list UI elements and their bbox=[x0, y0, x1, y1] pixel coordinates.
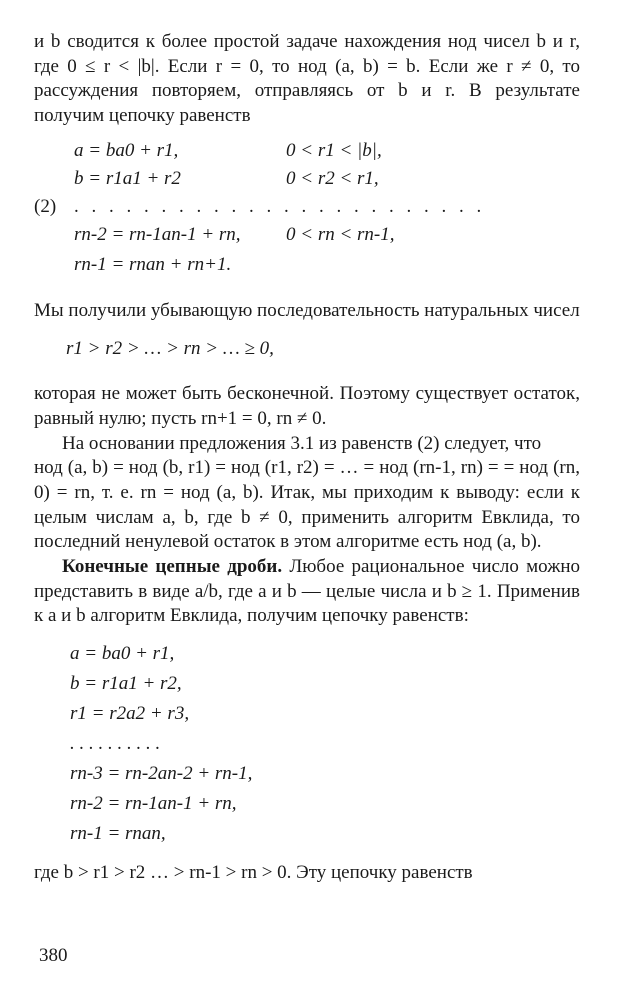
equation-final-row-3: r1 = r2a2 + r3, bbox=[70, 703, 190, 725]
paragraph-sequence-intro: Мы получили убывающую последовательность натуральных чисел bbox=[34, 299, 580, 321]
paragraph-gcd-conclusion: нод (a, b) = нод (b, r1) = нод (r1, r2) = … = нод (rn-1, rn) = = нод (rn, 0) = rn, т. е. rn = нод (a, b). Итак, мы приходим к выводу: если к целым числам a, b, где b ≠ 0, применить алгоритм Евклида, то последний ненулевой остаток в этом алгоритме есть нод (a, b). bbox=[34, 457, 580, 553]
condition-row-1: 0 < r1 < |b|, bbox=[286, 139, 382, 161]
condition-row-4: 0 < rn < rn-1, bbox=[286, 223, 395, 245]
equation-system-2 bbox=[34, 139, 580, 287]
section-body: Любое рациональное число можно представить в виде a/b, где a и b — целые числа и b ≥ 1. Применив к a и b алгоритм Евклида, получим цепочку равенств: bbox=[34, 555, 580, 627]
equation-final-row-5: rn-3 = rn-2an-2 + rn-1, bbox=[70, 763, 253, 785]
equation-row-2: b = r1a1 + r2 bbox=[74, 167, 181, 189]
equation-final-row-2: b = r1a1 + r2, bbox=[70, 673, 182, 695]
equation-final-row-6: rn-2 = rn-1an-1 + rn, bbox=[70, 793, 237, 815]
paragraph-intro: и b сводится к более простой задаче нахождения нод чисел b и r, где 0 ≤ r < |b|. Если r = 0, то нод (a, b) = b. Если же r ≠ 0, то рассуждения повторяем, отправляясь от b и r. В результате получим цепочку равенств bbox=[34, 31, 580, 127]
paragraph-continued-fractions bbox=[34, 555, 580, 629]
remainder-sequence: r1 > r2 > … > rn > … ≥ 0, bbox=[66, 338, 274, 360]
paragraph-finite: которая не может быть бесконечной. Поэтому существует остаток, равный нулю; пусть rn+1 = 0, rn ≠ 0. bbox=[34, 383, 580, 429]
page-number: 380 bbox=[39, 945, 68, 966]
condition-row-2: 0 < r2 < r1, bbox=[286, 167, 379, 189]
equation-final-row-1: a = ba0 + r1, bbox=[70, 643, 175, 664]
equation-final-row-7: rn-1 = rnan, bbox=[70, 823, 166, 845]
paragraph-proposition: На основании предложения 3.1 из равенств (2) следует, что bbox=[62, 432, 542, 454]
equation-final-dots: . . . . . . . . . . bbox=[70, 733, 161, 755]
equation-label: (2) bbox=[34, 195, 57, 217]
equation-row-1: a = ba0 + r1, bbox=[74, 139, 179, 161]
equation-system-final bbox=[70, 639, 580, 849]
page-content bbox=[34, 30, 580, 886]
equation-dots: . . . . . . . . . . . . . . . . . . . . . . . . bbox=[74, 195, 486, 217]
equation-row-4: rn-2 = rn-1an-1 + rn, bbox=[74, 223, 241, 245]
equation-row-5: rn-1 = rnan + rn+1. bbox=[74, 253, 232, 275]
paragraph-final: где b > r1 > r2 … > rn-1 > rn > 0. Эту цепочку равенств bbox=[34, 862, 473, 884]
section-heading: Конечные цепные дроби. bbox=[62, 555, 283, 577]
